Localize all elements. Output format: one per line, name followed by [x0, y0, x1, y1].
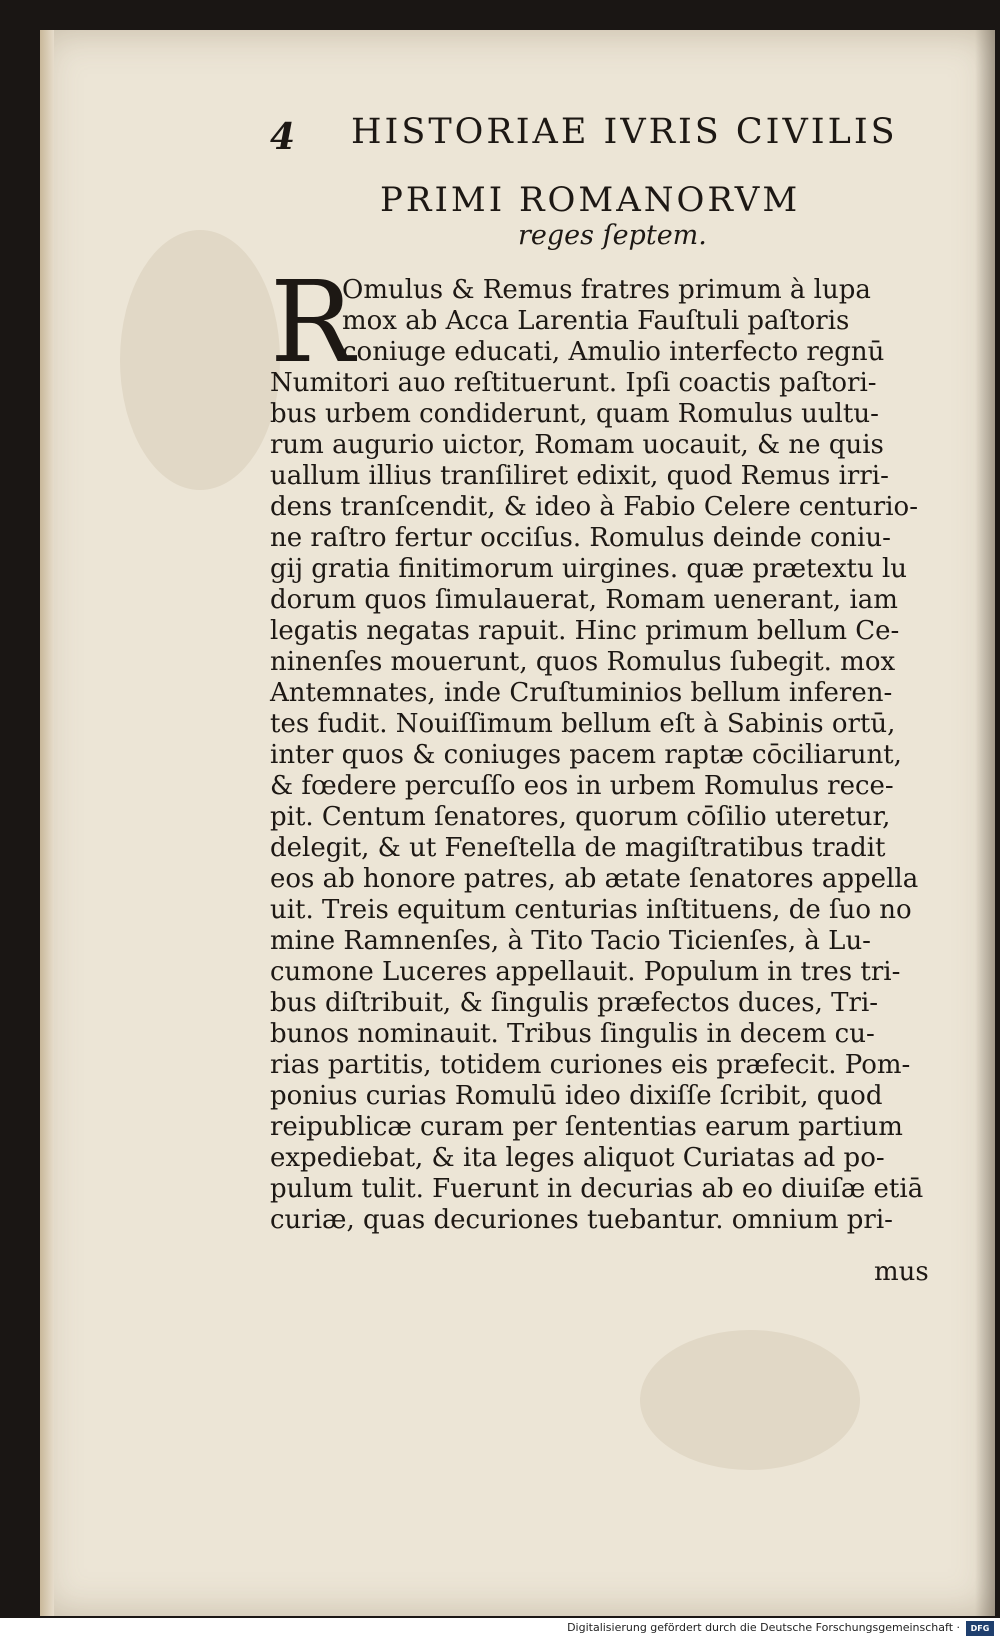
text-line: pit. Centum ſenatores, quorum cōſilio uteretur,	[270, 802, 891, 832]
text-line: reipublicæ curam per ſententias earum partium	[270, 1112, 903, 1142]
body-text	[270, 258, 935, 1305]
text-line: Antemnates, inde Cruſtuminios bellum inferen-	[270, 678, 893, 708]
digitization-footer	[0, 1618, 1000, 1641]
text-line: eos ab honore patres, ab ætate ſenatores appella	[270, 864, 919, 894]
text-line: rum augurio uictor, Romam uocauit, & ne quis	[270, 430, 884, 460]
dfg-logo: DFG	[966, 1621, 994, 1636]
text-line: legatis negatas rapuit. Hinc primum bellum Ce-	[270, 616, 900, 646]
text-line: ne raſtro fertur occiſus. Romulus deinde coniu-	[270, 523, 891, 553]
text-line: expediebat, & ita leges aliquot Curiatas ad po-	[270, 1143, 885, 1173]
text-line: coniuge educati, Amulio interfecto regnū	[342, 337, 885, 367]
page-gutter-edge	[40, 30, 54, 1616]
drop-cap: R	[270, 258, 355, 388]
text-line: uallum illius tranſiliret edixit, quod Remus irri-	[270, 461, 889, 491]
chapter-subtitle: reges ſeptem.	[518, 220, 707, 251]
page-number: 4	[270, 116, 296, 158]
text-line: dens tranſcendit, & ideo à Fabio Celere centurio-	[270, 492, 918, 522]
text-line: gij gratia finitimorum uirgines. quæ prætextu lu	[270, 554, 908, 584]
text-line: curiæ, quas decuriones tuebantur. omnium pri-	[270, 1205, 893, 1235]
catchword: mus	[874, 1257, 929, 1287]
text-line: & fœdere percuſſo eos in urbem Romulus rece-	[270, 771, 894, 801]
text-line: inter quos & coniuges pacem raptæ cōciliarunt,	[270, 740, 902, 770]
text-line: pulum tulit. Fuerunt in decurias ab eo diuiſæ etiā	[270, 1174, 924, 1204]
text-line: tes fudit. Nouiſſimum bellum eſt à Sabinis ortū,	[270, 709, 896, 739]
text-line: ninenſes mouerunt, quos Romulus ſubegit. mox	[270, 647, 896, 677]
text-line: dorum quos ſimulauerat, Romam uenerant, iam	[270, 585, 898, 615]
text-line: mox ab Acca Larentia Fauſtuli paſtoris	[342, 306, 850, 336]
text-line: ponius curias Romulū ideo dixiſſe ſcribit, quod	[270, 1081, 883, 1111]
text-line: delegit, & ut Feneſtella de magiſtratibus tradit	[270, 833, 886, 863]
text-line: bunos nominauit. Tribus ſingulis in decem cu-	[270, 1019, 875, 1049]
paper-stain	[640, 1330, 860, 1470]
text-line: mine Ramnenſes, à Tito Tacio Ticienſes, à Lu-	[270, 926, 871, 956]
running-head	[255, 112, 898, 160]
running-head-title: HISTORIAE IVRIS CIVILIS	[351, 112, 898, 152]
chapter-title: PRIMI ROMANORVM	[380, 180, 801, 220]
text-line: rias partitis, totidem curiones eis præfecit. Pom-	[270, 1050, 911, 1080]
text-line: bus diſtribuit, & ſingulis præfectos duces, Tri-	[270, 988, 879, 1018]
footer-credit: Digitalisierung gefördert durch die Deutsche Forschungsgemeinschaft ·	[567, 1621, 960, 1634]
text-line: bus urbem condiderunt, quam Romulus uultu-	[270, 399, 879, 429]
text-line: Omulus & Remus fratres primum à lupa	[342, 275, 871, 305]
page-edge-shadow	[975, 30, 995, 1616]
text-line: uit. Treis equitum centurias inſtituens, de ſuo no	[270, 895, 912, 925]
paper-stain	[120, 230, 280, 490]
text-line: cumone Luceres appellauit. Populum in tres tri-	[270, 957, 901, 987]
text-line: Numitori auo reſtituerunt. Ipſi coactis paſtori-	[270, 368, 877, 398]
